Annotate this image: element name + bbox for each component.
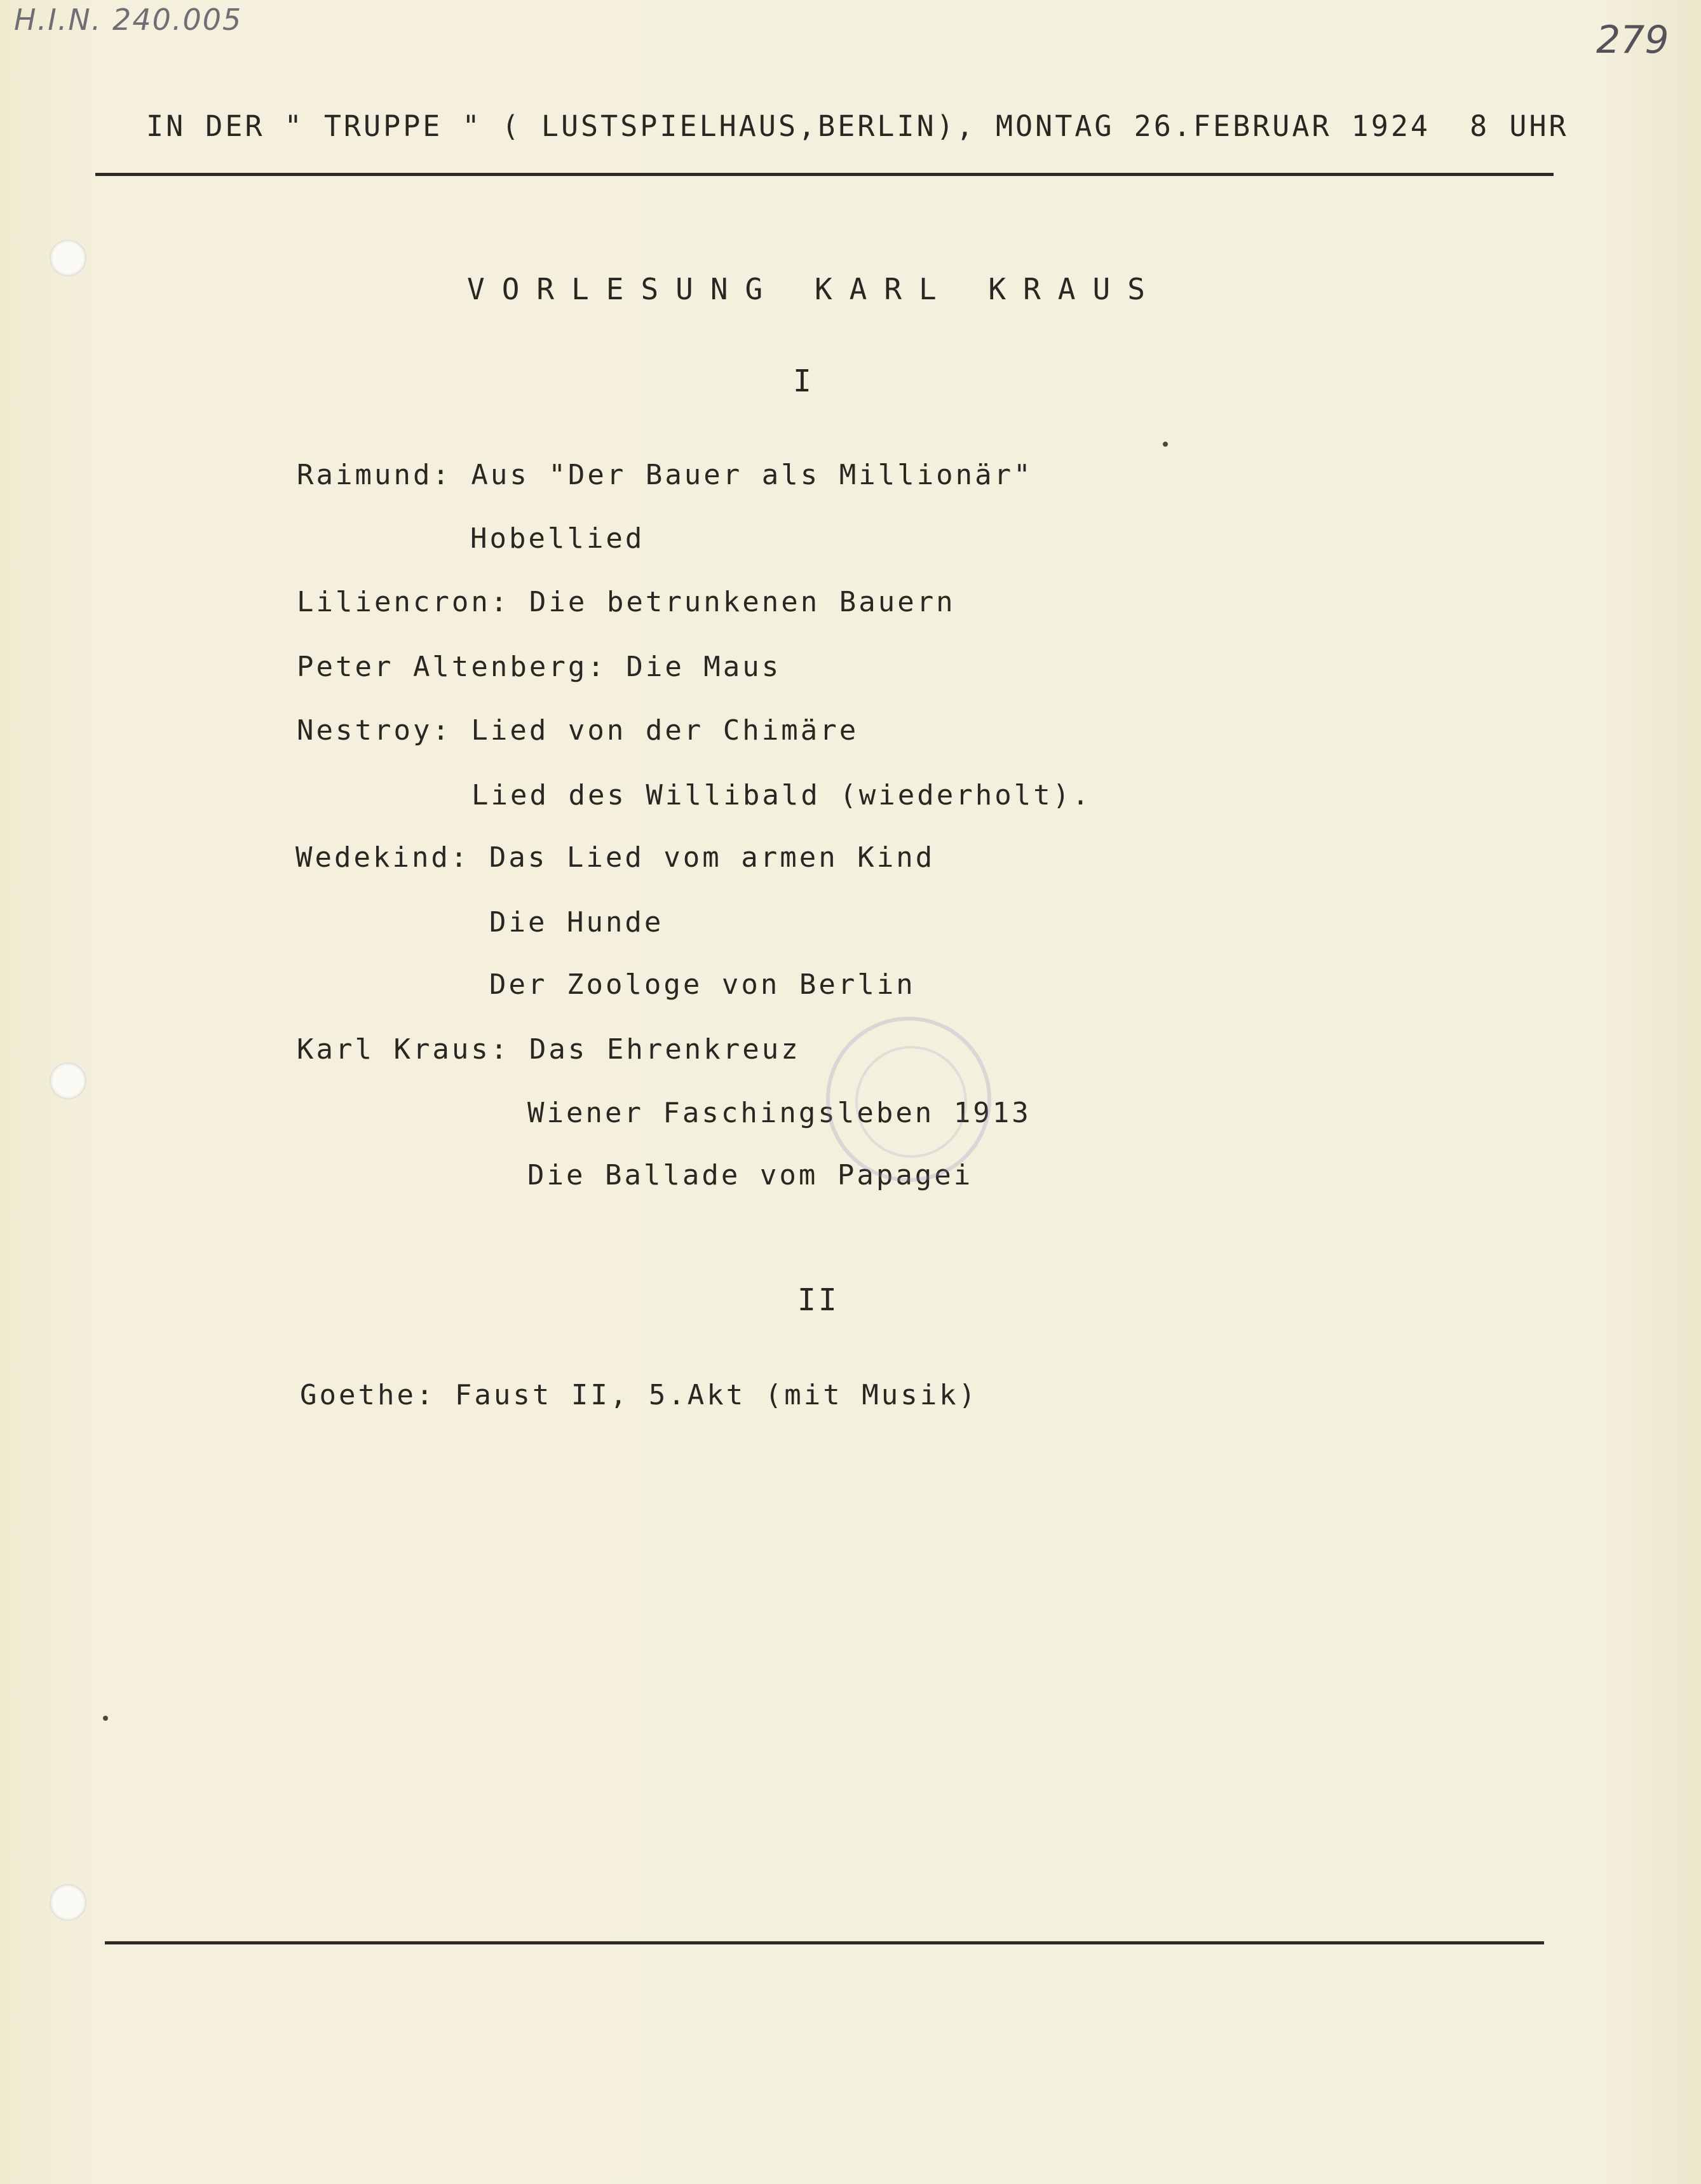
program-line: Der Zoologe von Berlin: [489, 968, 916, 1001]
program-line: Goethe: Faust II, 5.Akt (mit Musik): [300, 1379, 979, 1411]
program-title: VORLESUNG KARL KRAUS: [467, 272, 1162, 306]
program-line: Wedekind: Das Lied vom armen Kind: [295, 841, 935, 874]
punch-hole-middle: [50, 1062, 86, 1099]
program-line: Die Hunde: [489, 906, 664, 939]
event-header: IN DER " TRUPPE " ( LUSTSPIELHAUS,BERLIN), MONTAG 26.FEBRUAR 1924 8 UHR: [146, 109, 1569, 143]
punch-hole-bottom: [50, 1884, 86, 1921]
program-line: Wiener Faschingsleben 1913: [527, 1097, 1031, 1129]
library-stamp: [826, 1017, 991, 1182]
ink-speck: [1163, 442, 1168, 447]
top-rule: [95, 173, 1554, 176]
program-line: Peter Altenberg: Die Maus: [297, 651, 782, 683]
program-line: Die Ballade vom Papagei: [527, 1159, 973, 1191]
program-line: Nestroy: Lied von der Chimäre: [297, 714, 859, 747]
bottom-rule: [105, 1941, 1544, 1944]
part-two-numeral: II: [797, 1282, 839, 1318]
part-one-numeral: I: [793, 363, 814, 399]
folio-number: 279: [1596, 18, 1669, 62]
ink-speck: [103, 1716, 108, 1721]
archive-reference: H.I.N. 240.005: [14, 3, 243, 37]
program-line: Lied des Willibald (wiederholt).: [471, 779, 1092, 811]
punch-hole-top: [50, 240, 86, 276]
program-line: Karl Kraus: Das Ehrenkreuz: [297, 1033, 801, 1066]
program-line: Liliencron: Die betrunkenen Bauern: [297, 586, 956, 618]
program-line: Hobellied: [470, 522, 645, 555]
program-line: Raimund: Aus "Der Bauer als Millionär": [297, 459, 1033, 491]
